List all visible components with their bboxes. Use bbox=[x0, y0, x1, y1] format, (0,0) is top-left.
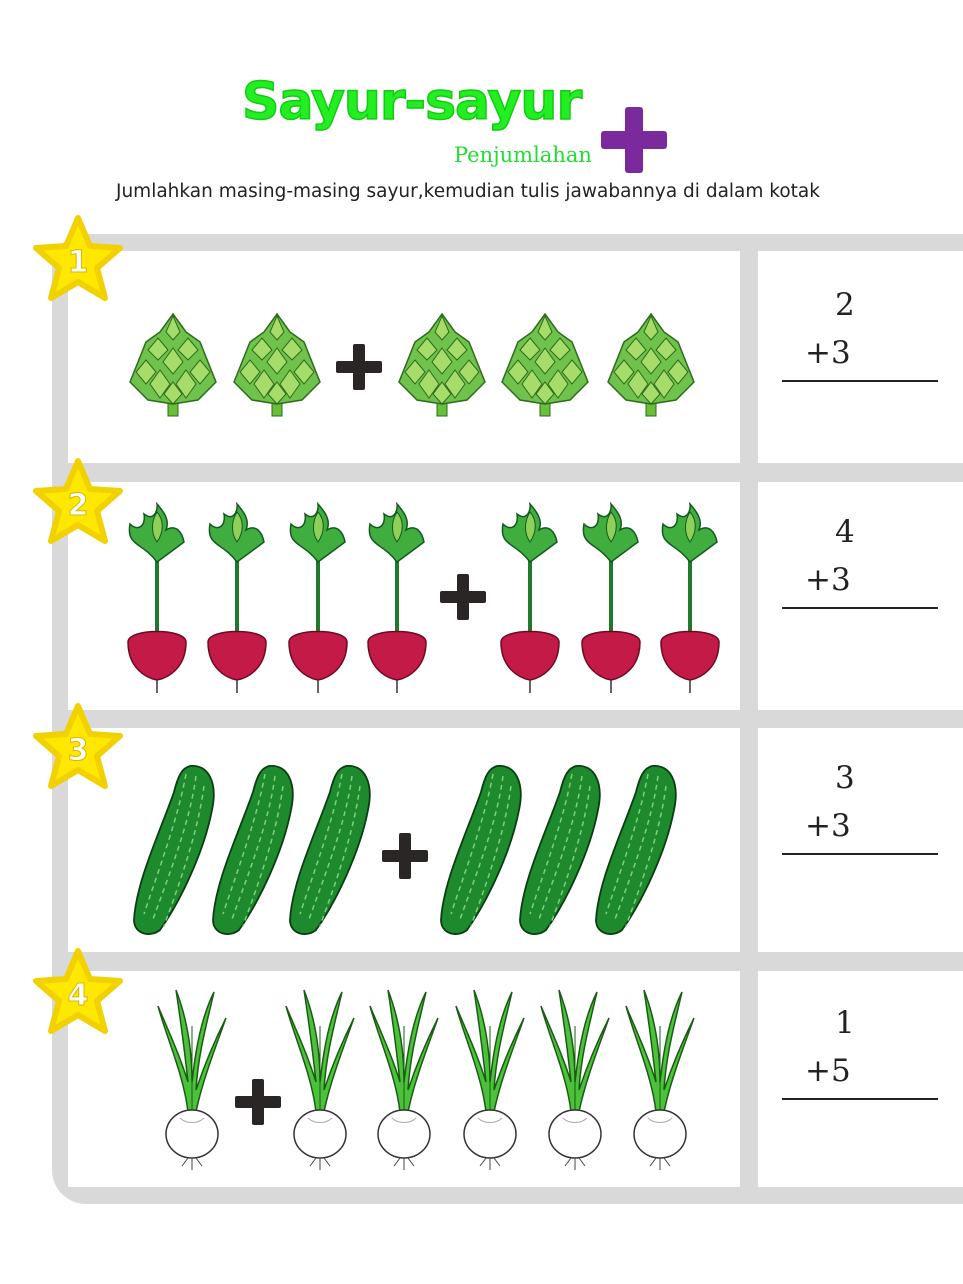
second-number: +3 bbox=[805, 562, 851, 598]
plus-icon bbox=[440, 574, 486, 620]
turnip-icon bbox=[282, 986, 358, 1176]
artichoke-icon bbox=[128, 312, 218, 422]
cucumber-icon bbox=[592, 762, 682, 942]
artichoke-icon bbox=[397, 312, 487, 422]
radish-icon bbox=[578, 502, 644, 698]
plus-icon bbox=[601, 107, 667, 173]
radish-icon bbox=[285, 502, 351, 698]
star-badge-2 bbox=[30, 455, 126, 551]
radish-icon bbox=[124, 502, 190, 698]
artichoke-icon bbox=[500, 312, 590, 422]
radish-icon bbox=[657, 502, 723, 698]
answer-line bbox=[782, 1098, 938, 1100]
artichoke-icon bbox=[606, 312, 696, 422]
plus-icon bbox=[382, 833, 428, 879]
second-number: +3 bbox=[805, 335, 851, 371]
first-number: 3 bbox=[835, 760, 855, 796]
radish-icon bbox=[204, 502, 270, 698]
second-number: +5 bbox=[805, 1053, 851, 1089]
star-badge-4 bbox=[30, 945, 126, 1041]
turnip-icon bbox=[154, 986, 230, 1176]
page-subtitle: Penjumlahan bbox=[454, 143, 592, 167]
answer-line bbox=[782, 380, 938, 382]
instruction-text: Jumlahkan masing-masing sayur,kemudian tulis jawabannya di dalam kotak bbox=[116, 181, 820, 202]
first-number: 1 bbox=[835, 1005, 855, 1041]
answer-line bbox=[782, 607, 938, 609]
turnip-icon bbox=[366, 986, 442, 1176]
answer-line bbox=[782, 853, 938, 855]
first-number: 2 bbox=[835, 287, 855, 323]
cucumber-icon bbox=[130, 762, 220, 942]
problem-2-answer-box[interactable] bbox=[758, 482, 963, 710]
problem-4-answer-box[interactable] bbox=[758, 971, 963, 1187]
problem-3-answer-box[interactable] bbox=[758, 728, 963, 952]
turnip-icon bbox=[537, 986, 613, 1176]
star-number: 3 bbox=[67, 733, 89, 768]
turnip-icon bbox=[452, 986, 528, 1176]
cucumber-icon bbox=[437, 762, 527, 942]
star-number: 1 bbox=[67, 245, 89, 280]
first-number: 4 bbox=[835, 514, 855, 550]
star-number: 4 bbox=[67, 978, 89, 1013]
page-title: Sayur-sayur bbox=[242, 72, 582, 132]
star-badge-1 bbox=[30, 212, 126, 308]
star-number: 2 bbox=[67, 488, 89, 523]
plus-icon bbox=[336, 344, 382, 390]
radish-icon bbox=[364, 502, 430, 698]
problem-1-answer-box[interactable] bbox=[758, 251, 963, 463]
star-badge-3 bbox=[30, 700, 126, 796]
plus-icon bbox=[235, 1079, 281, 1125]
second-number: +3 bbox=[805, 808, 851, 844]
radish-icon bbox=[497, 502, 563, 698]
turnip-icon bbox=[622, 986, 698, 1176]
artichoke-icon bbox=[232, 312, 322, 422]
cucumber-icon bbox=[286, 762, 376, 942]
